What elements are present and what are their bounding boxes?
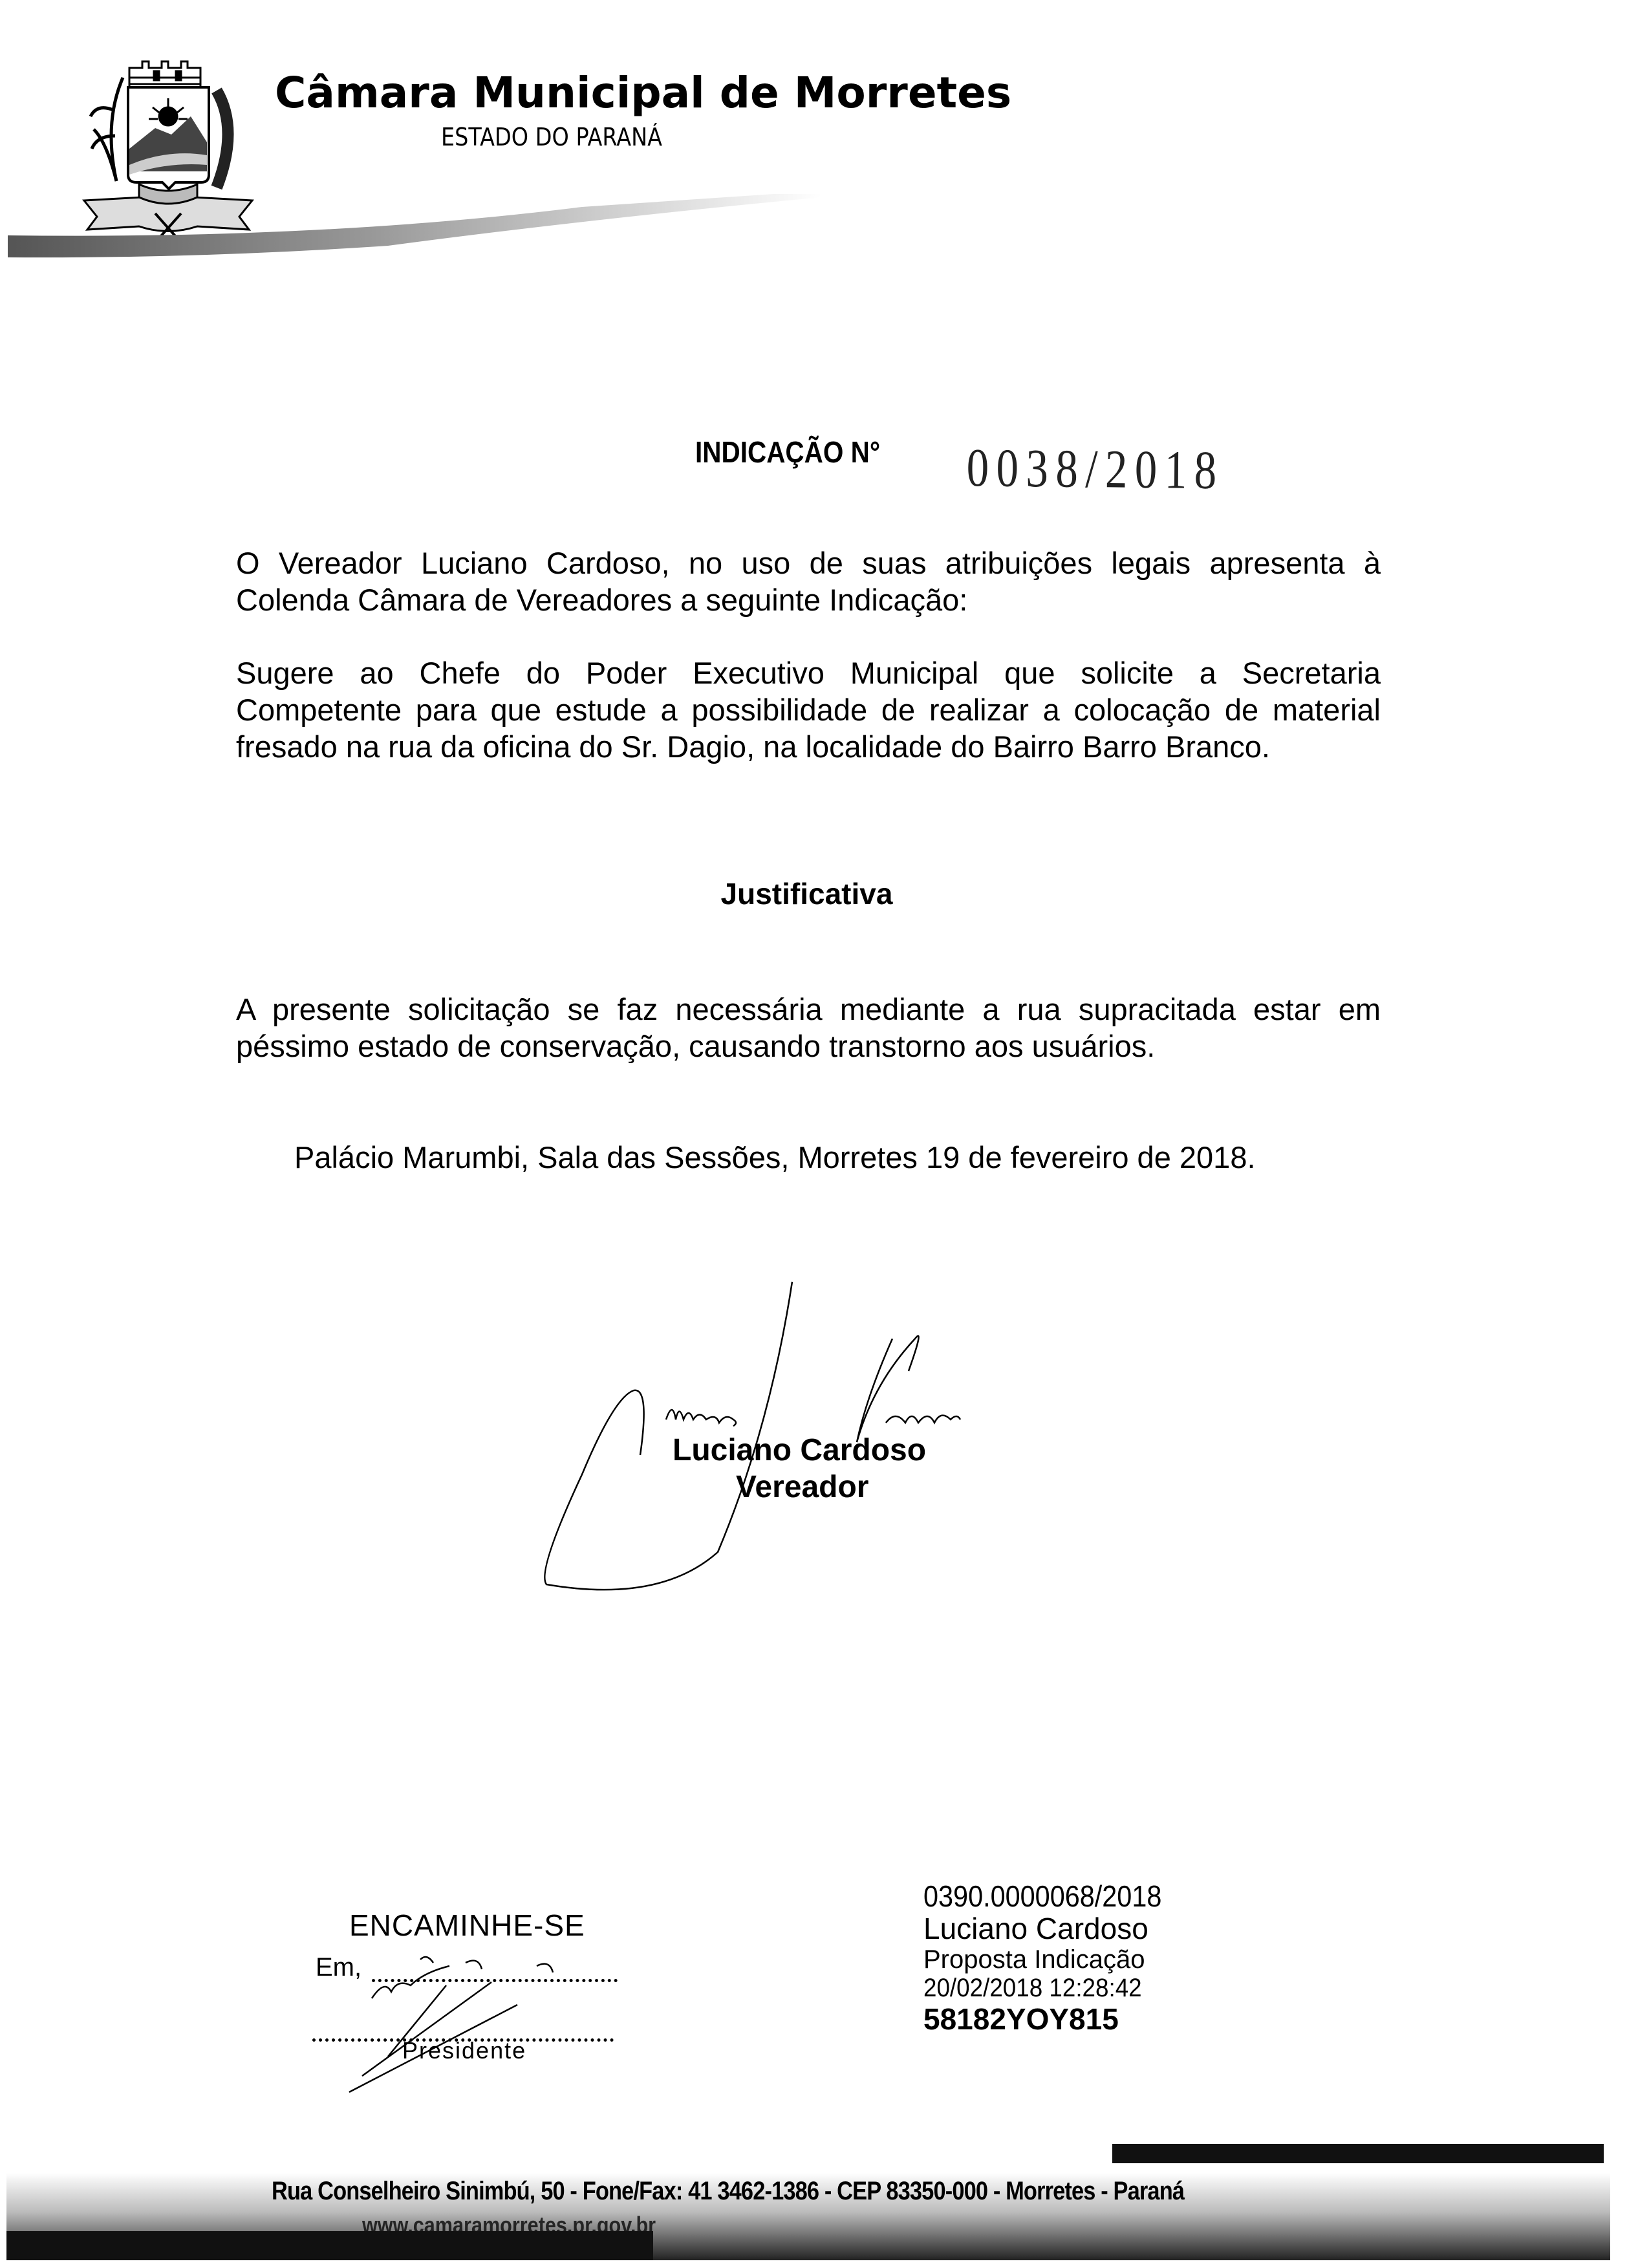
request-paragraph: Sugere ao Chefe do Poder Executivo Municipal que solicite a Secretaria Competente para que estude a possibilidade de realizar a colocação de material fresado na rua da oficina do Sr. Dagio, na localidade do Bairro Barro Branco. [236,656,1381,764]
header-swoosh-decoration [0,194,841,265]
sugarcane-branch-icon [91,78,123,181]
protocol-number: 0390.0000068/2018 [923,1879,1162,1913]
state-subtitle: ESTADO DO PARANÁ [441,123,663,151]
institution-title: Câmara Municipal de Morretes [275,68,1012,118]
forward-stamp-date-label: Em, [316,1953,362,1982]
footer-contact: www.camaramorretes.pr.gov.br [362,2212,656,2238]
justification-paragraph: A presente solicitação se faz necessária mediante a rua supracitada estar em péssimo estado de conservação, causando transtorno aos usuários. [236,992,1381,1063]
forward-stamp-title: ENCAMINHE-SE [349,1908,585,1942]
protocol-author: Luciano Cardoso [923,1912,1148,1945]
signer-name: Luciano Cardoso [673,1433,927,1467]
protocol-type: Proposta Indicação [923,1945,1145,1974]
leaf-branch-icon [217,91,228,188]
indicacao-label: INDICAÇÃO N° [695,435,881,469]
intro-paragraph: O Vereador Luciano Cardoso, no uso de suas atribuições legais apresenta à Colenda Câmara de Vereadores a seguinte Indicação: [236,546,1381,617]
place-date-line: Palácio Marumbi, Sala das Sessões, Morretes 19 de fevereiro de 2018. [294,1140,1256,1174]
protocol-code: 58182YOY815 [923,2002,1119,2036]
justification-heading: Justificativa [720,877,893,911]
president-signature [323,1940,621,2095]
footer-address: Rua Conselheiro Sinimbú, 50 - Fone/Fax: 41 3462-1386 - CEP 83350-000 - Morretes - Paraná [272,2177,1185,2205]
forward-stamp-president-label: Presidente [402,2037,527,2064]
indicacao-number-stamp: 0038/2018 [966,437,1224,501]
signer-role: Vereador [736,1470,869,1504]
protocol-datetime: 20/02/2018 12:28:42 [923,1974,1142,2002]
